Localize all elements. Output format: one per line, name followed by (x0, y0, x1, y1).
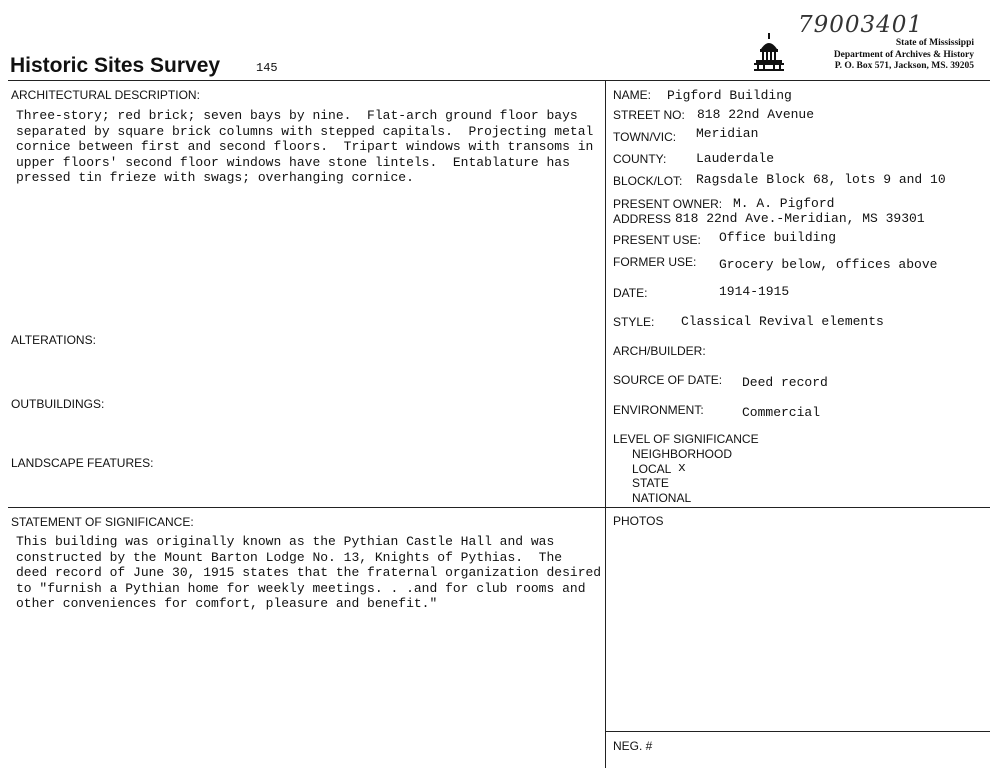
handwritten-reference-number: 79003401 (798, 12, 924, 38)
level-of-significance-label: LEVEL OF SIGNIFICANCE (613, 432, 759, 446)
source-of-date-value: Deed record (742, 375, 828, 390)
present-use-label: PRESENT USE: (613, 233, 701, 247)
name-label: NAME: (613, 88, 652, 102)
neg-divider (605, 731, 990, 732)
outbuildings-label: OUTBUILDINGS: (11, 397, 105, 411)
description-line: pressed tin frieze with swags; overhanging cornice. (16, 170, 414, 185)
section-divider (8, 507, 990, 508)
environment-label: ENVIRONMENT: (613, 403, 704, 417)
level-local-mark: x (678, 460, 686, 475)
environment-value: Commercial (742, 405, 821, 420)
county-value: Lauderdale (696, 151, 775, 166)
present-owner-value: M. A. Pigford (733, 196, 835, 211)
address-value: 818 22nd Ave.-Meridian, MS 39301 (675, 211, 925, 226)
arch-builder-label: ARCH/BUILDER: (613, 344, 706, 358)
county-label: COUNTY: (613, 152, 667, 166)
statement-of-significance-text (16, 534, 602, 612)
agency-line: Department of Archives & History (833, 49, 974, 60)
significance-line: constructed by the Mount Barton Lodge No. 13, Knights of Pythias. The (16, 549, 563, 565)
form-title: Historic Sites Survey (10, 54, 221, 77)
negative-number-label: NEG. # (613, 739, 653, 753)
former-use-label: FORMER USE: (613, 255, 697, 269)
landscape-features-label: LANDSCAPE FEATURES: (11, 456, 154, 470)
level-local: LOCAL (632, 462, 672, 476)
agency-line: State of Mississippi (895, 38, 974, 48)
architectural-description-text (16, 108, 596, 186)
style-value: Classical Revival elements (681, 314, 884, 329)
source-of-date-label: SOURCE OF DATE: (613, 373, 723, 387)
name-value: Pigford Building (667, 88, 792, 103)
former-use-value: Grocery below, offices above (719, 257, 938, 272)
town-value: Meridian (696, 126, 759, 141)
present-owner-label: PRESENT OWNER: (613, 197, 723, 211)
alterations-label: ALTERATIONS: (11, 333, 96, 347)
block-lot-value: Ragsdale Block 68, lots 9 and 10 (696, 172, 946, 187)
description-line: cornice between first and second floors. Tripart windows with transoms in (16, 139, 594, 154)
street-number-label: STREET NO: (613, 108, 685, 122)
town-label: TOWN/VIC: (613, 130, 677, 144)
statement-of-significance-label: STATEMENT OF SIGNIFICANCE: (11, 515, 194, 529)
capitol-building-seal (754, 33, 784, 71)
description-line: Three-story; red brick; seven bays by nine. Flat-arch ground floor bays (16, 108, 578, 123)
significance-line: This building was originally known as the Pythian Castle Hall and was (16, 534, 555, 549)
date-value: 1914-1915 (719, 284, 790, 299)
present-use-value: Office building (719, 230, 837, 245)
agency-address-block (834, 38, 974, 73)
header-divider (8, 80, 990, 81)
agency-line: P. O. Box 571, Jackson, MS. 39205 (834, 61, 974, 71)
style-label: STYLE: (613, 315, 655, 329)
level-neighborhood: NEIGHBORHOOD (632, 447, 733, 461)
address-label: ADDRESS (613, 212, 672, 226)
block-lot-label: BLOCK/LOT: (613, 174, 683, 188)
date-label: DATE: (613, 286, 648, 300)
level-national: NATIONAL (632, 491, 692, 505)
significance-line: to "furnish a Pythian home for weekly meetings. . .and for club rooms and (16, 580, 586, 596)
significance-line: other conveniences for comfort, pleasure and benefit." (16, 596, 438, 611)
significance-line: deed record of June 30, 1915 states that the fraternal organization desired (16, 565, 602, 580)
form-number: 145 (256, 61, 278, 75)
column-divider (605, 80, 606, 768)
street-number-value: 818 22nd Avenue (697, 107, 815, 122)
photos-label: PHOTOS (613, 514, 664, 528)
description-line: separated by square brick columns with stepped capitals. Projecting metal (16, 123, 594, 139)
description-line: upper floors' second floor windows have stone lintels. Entablature has (16, 154, 570, 170)
level-state: STATE (632, 476, 669, 490)
architectural-description-label: ARCHITECTURAL DESCRIPTION: (11, 88, 200, 102)
